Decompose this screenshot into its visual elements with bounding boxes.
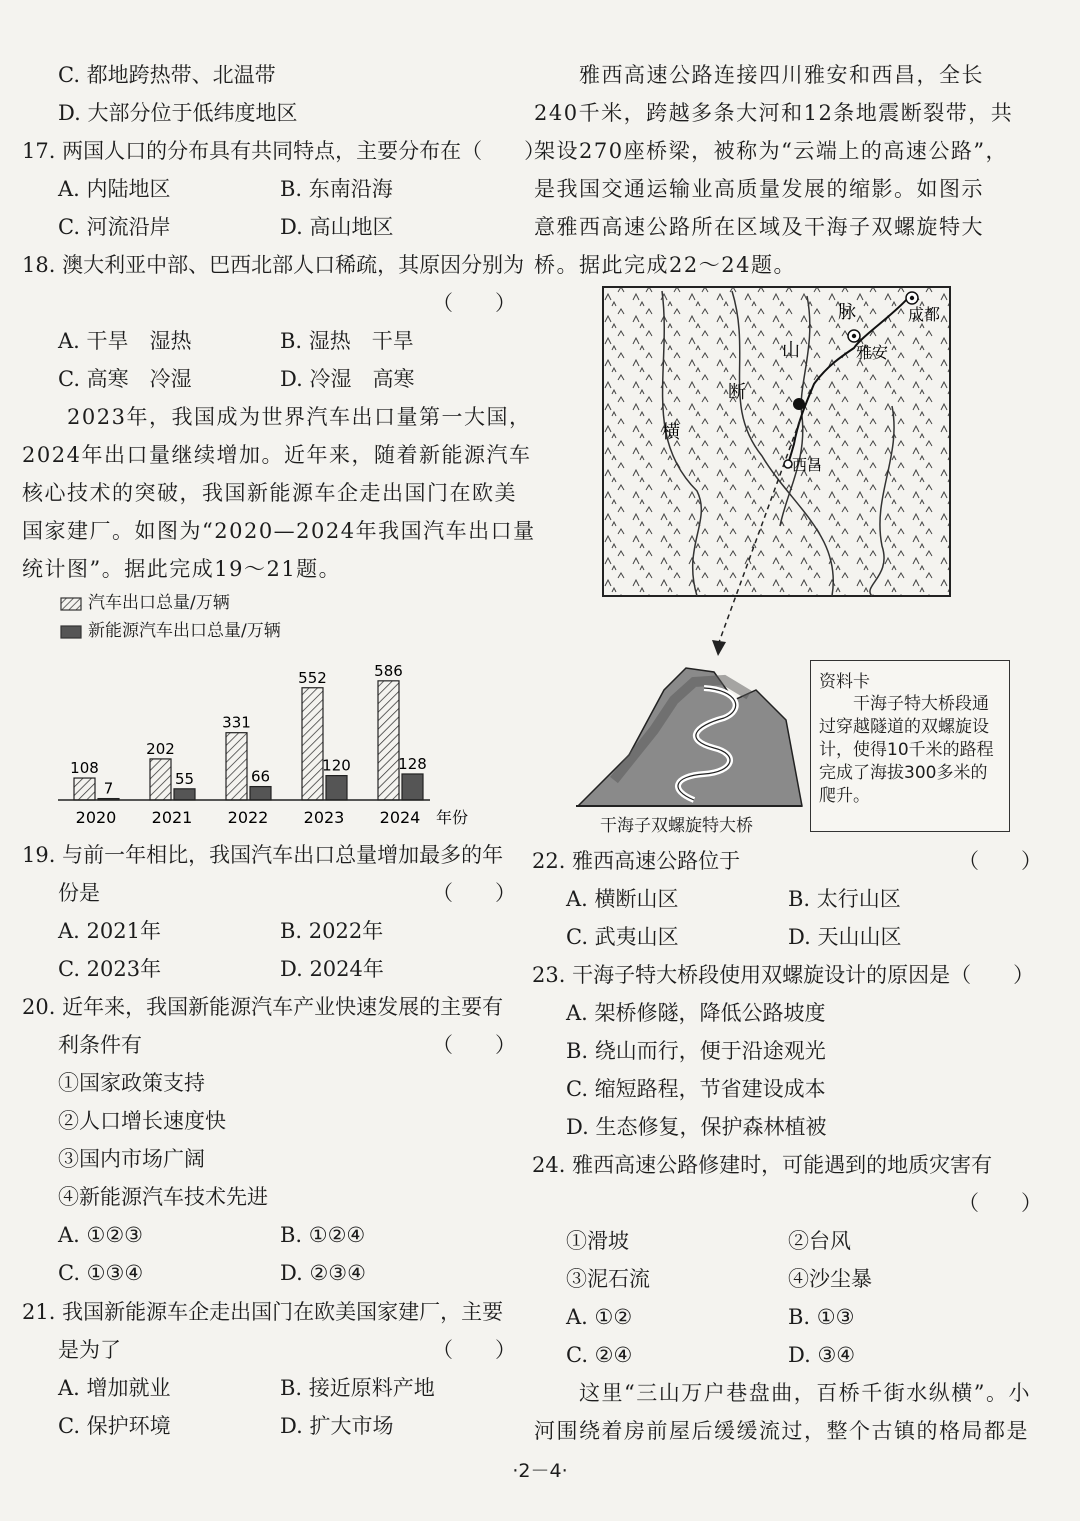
town-paragraph-line-1: 这里“三山万户巷盘曲，百桥千街水纵横”。小 bbox=[534, 1381, 1031, 1405]
q21-option-a[interactable]: A. 增加就业 bbox=[58, 1376, 171, 1400]
q23-option-b[interactable]: B. 绕山而行，便于沿途观光 bbox=[566, 1039, 826, 1063]
q17-option-c[interactable]: C. 河流沿岸 bbox=[58, 215, 171, 239]
q21-answer-paren[interactable]: （ ） bbox=[432, 1338, 516, 1362]
map-label-heng: 横 bbox=[662, 422, 680, 443]
q20-option-c[interactable]: C. ①③④ bbox=[58, 1261, 144, 1285]
q22-option-b[interactable]: B. 太行山区 bbox=[788, 887, 901, 911]
q17-option-a[interactable]: A. 内陆地区 bbox=[58, 177, 171, 201]
q19-option-a[interactable]: A. 2021年 bbox=[58, 919, 161, 943]
car-export-bar-chart bbox=[0, 640, 530, 840]
car-export-paragraph-line-1: 2023年，我国成为世界汽车出口量第一大国， bbox=[22, 405, 532, 429]
q17-option-d[interactable]: D. 高山地区 bbox=[280, 215, 394, 239]
ganhaizi-bridge-illustration bbox=[574, 660, 804, 808]
q21-question-line-2: 是为了 bbox=[58, 1338, 121, 1362]
legend-total-exports: 汽车出口总量/万辆 bbox=[88, 593, 230, 613]
car-export-paragraph-line-5: 统计图”。据此完成19～21题。 bbox=[22, 557, 342, 581]
label-total-2024: 586 bbox=[374, 661, 403, 680]
bar-nev-2021 bbox=[174, 789, 195, 800]
map-label-duan: 断 bbox=[728, 382, 746, 403]
q20-option-a[interactable]: A. ①②③ bbox=[58, 1223, 143, 1247]
q20-question-line-1: 20. 近年来，我国新能源汽车产业快速发展的主要有 bbox=[22, 995, 504, 1019]
q19-question-line-1: 19. 与前一年相比，我国汽车出口总量增加最多的年 bbox=[22, 843, 504, 867]
card-title: 资料卡 bbox=[819, 672, 870, 692]
legend-hatch-swatch bbox=[60, 597, 82, 611]
town-paragraph-line-2: 河围绕着房前屋后缓缓流过，整个古镇的格局都是 bbox=[534, 1419, 1029, 1443]
q20-option-d[interactable]: D. ②③④ bbox=[280, 1261, 366, 1285]
q22-option-d[interactable]: D. 天山山区 bbox=[788, 925, 902, 949]
yaxi-paragraph-line-6: 桥。据此完成22～24题。 bbox=[534, 253, 796, 277]
bar-total-2023 bbox=[302, 688, 323, 800]
q21-option-c[interactable]: C. 保护环境 bbox=[58, 1414, 171, 1438]
card-body: 干海子特大桥段通过穿越隧道的双螺旋设计，使得10千米的路程完成了海拔300多米的爬升。 bbox=[819, 694, 994, 806]
x-tick-2020: 2020 bbox=[75, 808, 117, 827]
yaxi-paragraph-line-4: 是我国交通运输业高质量发展的缩影。如图示 bbox=[534, 177, 984, 201]
label-total-2022: 331 bbox=[222, 713, 251, 732]
q17-option-b[interactable]: B. 东南沿海 bbox=[280, 177, 393, 201]
q24-item-2: ②台风 bbox=[788, 1229, 851, 1253]
q20-option-b[interactable]: B. ①②④ bbox=[280, 1223, 366, 1247]
map-label-mai: 脉 bbox=[838, 302, 856, 323]
q18-option-c[interactable]: C. 高寒 冷湿 bbox=[58, 367, 192, 391]
q21-option-b[interactable]: B. 接近原料产地 bbox=[280, 1376, 435, 1400]
label-nev-2023: 120 bbox=[322, 756, 351, 775]
x-tick-2021: 2021 bbox=[151, 808, 193, 827]
q16-option-c[interactable]: C. 都地跨热带、北温带 bbox=[58, 63, 276, 87]
yaxi-paragraph-line-1: 雅西高速公路连接四川雅安和西昌，全长 bbox=[534, 63, 984, 87]
q24-item-1: ①滑坡 bbox=[566, 1229, 629, 1253]
bridge-caption: 干海子双螺旋特大桥 bbox=[600, 816, 753, 836]
label-nev-2022: 66 bbox=[250, 767, 271, 786]
q20-answer-paren[interactable]: （ ） bbox=[432, 1033, 516, 1057]
q24-option-a[interactable]: A. ①② bbox=[566, 1305, 633, 1329]
page-number: ·2－4· bbox=[512, 1460, 568, 1482]
bar-nev-2022 bbox=[250, 787, 271, 800]
legend-nev-exports: 新能源汽车出口总量/万辆 bbox=[88, 621, 281, 641]
q20-item-4: ④新能源汽车技术先进 bbox=[58, 1185, 268, 1209]
q24-option-b[interactable]: B. ①③ bbox=[788, 1305, 855, 1329]
q19-option-d[interactable]: D. 2024年 bbox=[280, 957, 384, 981]
q23-question: 23. 干海子特大桥段使用双螺旋设计的原因是（ ） bbox=[532, 963, 1035, 987]
map-to-bridge-arrow bbox=[700, 420, 823, 660]
label-total-2020: 108 bbox=[70, 759, 99, 778]
x-tick-2023: 2023 bbox=[303, 808, 345, 827]
q24-option-d[interactable]: D. ③④ bbox=[788, 1343, 856, 1367]
q22-option-c[interactable]: C. 武夷山区 bbox=[566, 925, 679, 949]
q24-item-3: ③泥石流 bbox=[566, 1267, 650, 1291]
q20-question-line-2: 利条件有 bbox=[58, 1033, 142, 1057]
q22-option-a[interactable]: A. 横断山区 bbox=[566, 887, 679, 911]
chengdu-label: 成都 bbox=[908, 305, 941, 324]
label-nev-2024: 128 bbox=[398, 754, 427, 773]
q17-question: 17. 两国人口的分布具有共同特点，主要分布在（ ） bbox=[22, 139, 546, 163]
car-export-paragraph-line-3: 核心技术的突破，我国新能源车企走出国门在欧美 bbox=[22, 481, 517, 505]
ganhaizi-bridge-marker bbox=[793, 398, 805, 410]
car-export-paragraph-line-4: 国家建厂。如图为“2020—2024年我国汽车出口量 bbox=[22, 519, 536, 543]
q19-option-c[interactable]: C. 2023年 bbox=[58, 957, 162, 981]
yaan-label: 雅安 bbox=[856, 343, 889, 362]
q18-option-d[interactable]: D. 冷湿 高寒 bbox=[280, 367, 415, 391]
q19-option-b[interactable]: B. 2022年 bbox=[280, 919, 384, 943]
xichang-label: 西昌 bbox=[792, 456, 823, 474]
q24-item-4: ④沙尘暴 bbox=[788, 1267, 872, 1291]
bar-total-2024 bbox=[378, 681, 399, 800]
q19-question-line-2: 份是 bbox=[58, 881, 100, 905]
q24-question: 24. 雅西高速公路修建时，可能遇到的地质灾害有 bbox=[532, 1153, 993, 1177]
label-nev-2021: 55 bbox=[174, 769, 195, 788]
q22-answer-paren[interactable]: （ ） bbox=[958, 849, 1042, 873]
yaxi-paragraph-line-2: 240千米，跨越多条大河和12条地震断裂带，共 bbox=[534, 101, 1014, 125]
bar-total-2022 bbox=[226, 733, 247, 800]
material-card bbox=[810, 660, 1010, 832]
q19-answer-paren[interactable]: （ ） bbox=[432, 881, 516, 905]
q21-option-d[interactable]: D. 扩大市场 bbox=[280, 1414, 394, 1438]
q24-answer-paren[interactable]: （ ） bbox=[958, 1191, 1042, 1215]
q21-question-line-1: 21. 我国新能源车企走出国门在欧美国家建厂，主要 bbox=[22, 1300, 504, 1324]
bar-nev-2024 bbox=[402, 774, 423, 800]
legend-solid-swatch bbox=[60, 625, 82, 639]
q22-question: 22. 雅西高速公路位于 bbox=[532, 849, 741, 873]
q18-option-a[interactable]: A. 干旱 湿热 bbox=[58, 329, 192, 353]
car-export-paragraph-line-2: 2024年出口量继续增加。近年来，随着新能源汽车 bbox=[22, 443, 532, 467]
q18-question: 18. 澳大利亚中部、巴西北部人口稀疏，其原因分别为 bbox=[22, 253, 525, 277]
q23-option-a[interactable]: A. 架桥修隧，降低公路坡度 bbox=[566, 1001, 826, 1025]
x-axis-label: 年份 bbox=[436, 808, 469, 827]
bar-total-2020 bbox=[74, 778, 95, 800]
q23-option-d[interactable]: D. 生态修复，保护森林植被 bbox=[566, 1115, 827, 1139]
label-total-2023: 552 bbox=[298, 668, 327, 687]
bar-nev-2023 bbox=[326, 776, 347, 800]
x-tick-2022: 2022 bbox=[227, 808, 269, 827]
q20-item-1: ①国家政策支持 bbox=[58, 1071, 205, 1095]
bar-total-2021 bbox=[150, 759, 171, 800]
q20-item-2: ②人口增长速度快 bbox=[58, 1109, 226, 1133]
label-nev-2020: 7 bbox=[103, 779, 114, 798]
q18-option-b[interactable]: B. 湿热 干旱 bbox=[280, 329, 414, 353]
label-total-2021: 202 bbox=[146, 739, 175, 758]
yaxi-paragraph-line-5: 意雅西高速公路所在区域及干海子双螺旋特大 bbox=[534, 215, 984, 239]
q23-option-c[interactable]: C. 缩短路程，节省建设成本 bbox=[566, 1077, 826, 1101]
q16-option-d[interactable]: D. 大部分位于低纬度地区 bbox=[58, 101, 298, 125]
q18-answer-paren[interactable]: （ ） bbox=[432, 291, 516, 315]
yaxi-paragraph-line-3: 架设270座桥梁，被称为“云端上的高速公路”， bbox=[534, 139, 1009, 163]
q20-item-3: ③国内市场广阔 bbox=[58, 1147, 205, 1171]
x-tick-2024: 2024 bbox=[379, 808, 421, 827]
map-label-shan: 山 bbox=[782, 340, 800, 361]
q24-option-c[interactable]: C. ②④ bbox=[566, 1343, 633, 1367]
